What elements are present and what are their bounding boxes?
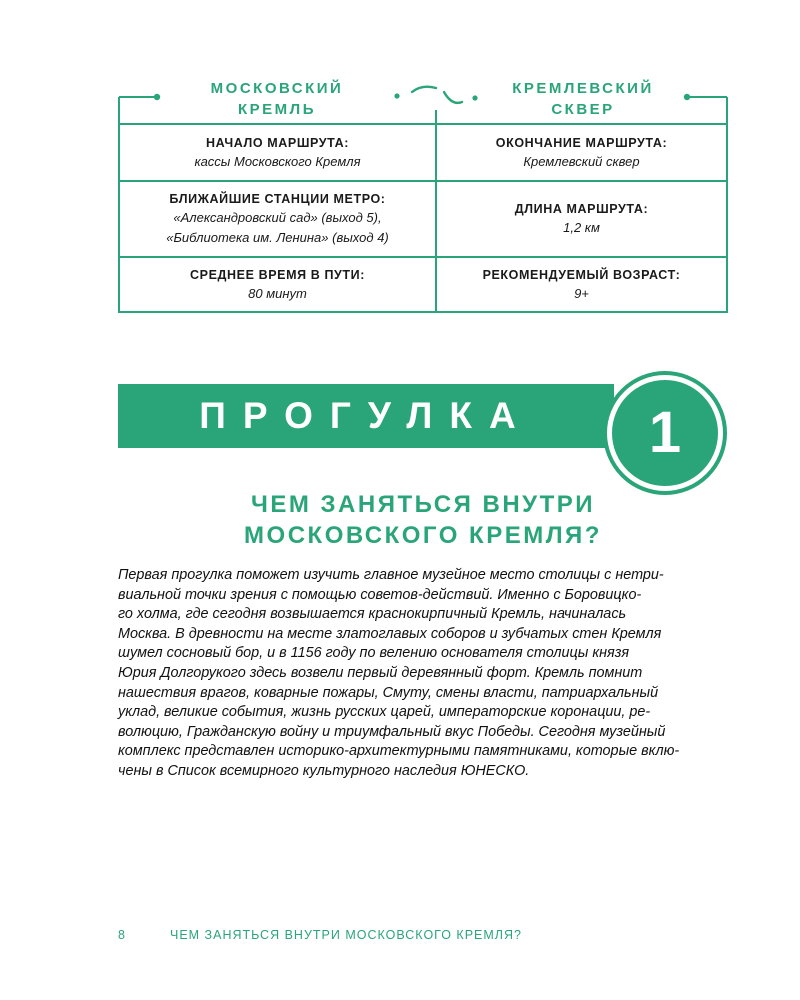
metro-value: «Александровский сад» (выход 5), «Библиотека им. Ленина» (выход 4): [166, 210, 389, 245]
length-label: ДЛИНА МАРШРУТА:: [514, 202, 649, 216]
cell-age: [437, 258, 726, 311]
walk-number-badge: 1: [612, 380, 718, 486]
cell-start: [120, 125, 435, 180]
age-value: 9+: [574, 285, 589, 301]
route-dot-right: [684, 94, 690, 100]
time-value: 80 минут: [248, 285, 307, 301]
walk-banner-title: ПРОГУЛКА: [199, 395, 533, 436]
route-dot-left: [154, 94, 160, 100]
end-value: Кремлевский сквер: [523, 153, 640, 169]
running-title: ЧЕМ ЗАНЯТЬСЯ ВНУТРИ МОСКОВСКОГО КРЕМЛЯ?: [170, 928, 522, 942]
route-dot-a: [394, 93, 399, 98]
start-value: кассы Московского Кремля: [194, 153, 361, 169]
metro-label: БЛИЖАЙШИЕ СТАНЦИИ МЕТРО:: [169, 192, 386, 206]
time-label: СРЕДНЕЕ ВРЕМЯ В ПУТИ:: [190, 267, 365, 282]
length-value: 1,2 км: [563, 220, 600, 235]
end-label: ОКОНЧАНИЕ МАРШРУТА:: [495, 135, 668, 150]
route-dot-b: [472, 95, 477, 100]
cell-time: [120, 258, 435, 311]
route-end-label: КРЕМЛЕВСКИЙ СКВЕР: [512, 80, 654, 118]
cell-length: [437, 182, 726, 256]
cell-end: [437, 125, 726, 180]
route-start-label: МОСКОВСКИЙ КРЕМЛЬ: [210, 80, 344, 118]
route-connector: [412, 87, 462, 103]
cell-metro: [120, 182, 435, 256]
age-label: РЕКОМЕНДУЕМЫЙ ВОЗРАСТ:: [482, 267, 681, 282]
start-label: НАЧАЛО МАРШРУТА:: [206, 135, 349, 150]
section-body: Первая прогулка поможет изучить главное музейное место столицы с нетри- виальной точки зрения с помощью советов-действий. Именно с Боровицко- го холма, где сегодня возвышается краснокирпичный Кремль, начиналась Москва. В древности на месте златоглавых соборов и зубчатых стен Кремля шумел сосновый бор, и в 1156 году по велению основателя столицы князя Юрия Долгорукого здесь возвели первый деревянный форт. Кремль помнит нашествия врагов, коварные пожары, Смуту, смены власти, патриархальный уклад, великие события, жизнь русских царей, императорские коронации, ре- волюцию, Гражданскую войну и триумфальный вкус Победы. Сегодня музейный комплекс представлен историко-архитектурными памятниками, которые вклю- чены в Список всемирного культурного наследия ЮНЕСКО.: [118, 567, 680, 779]
page-number: 8: [118, 928, 126, 942]
section-title: ЧЕМ ЗАНЯТЬСЯ ВНУТРИ МОСКОВСКОГО КРЕМЛЯ?: [244, 491, 602, 549]
